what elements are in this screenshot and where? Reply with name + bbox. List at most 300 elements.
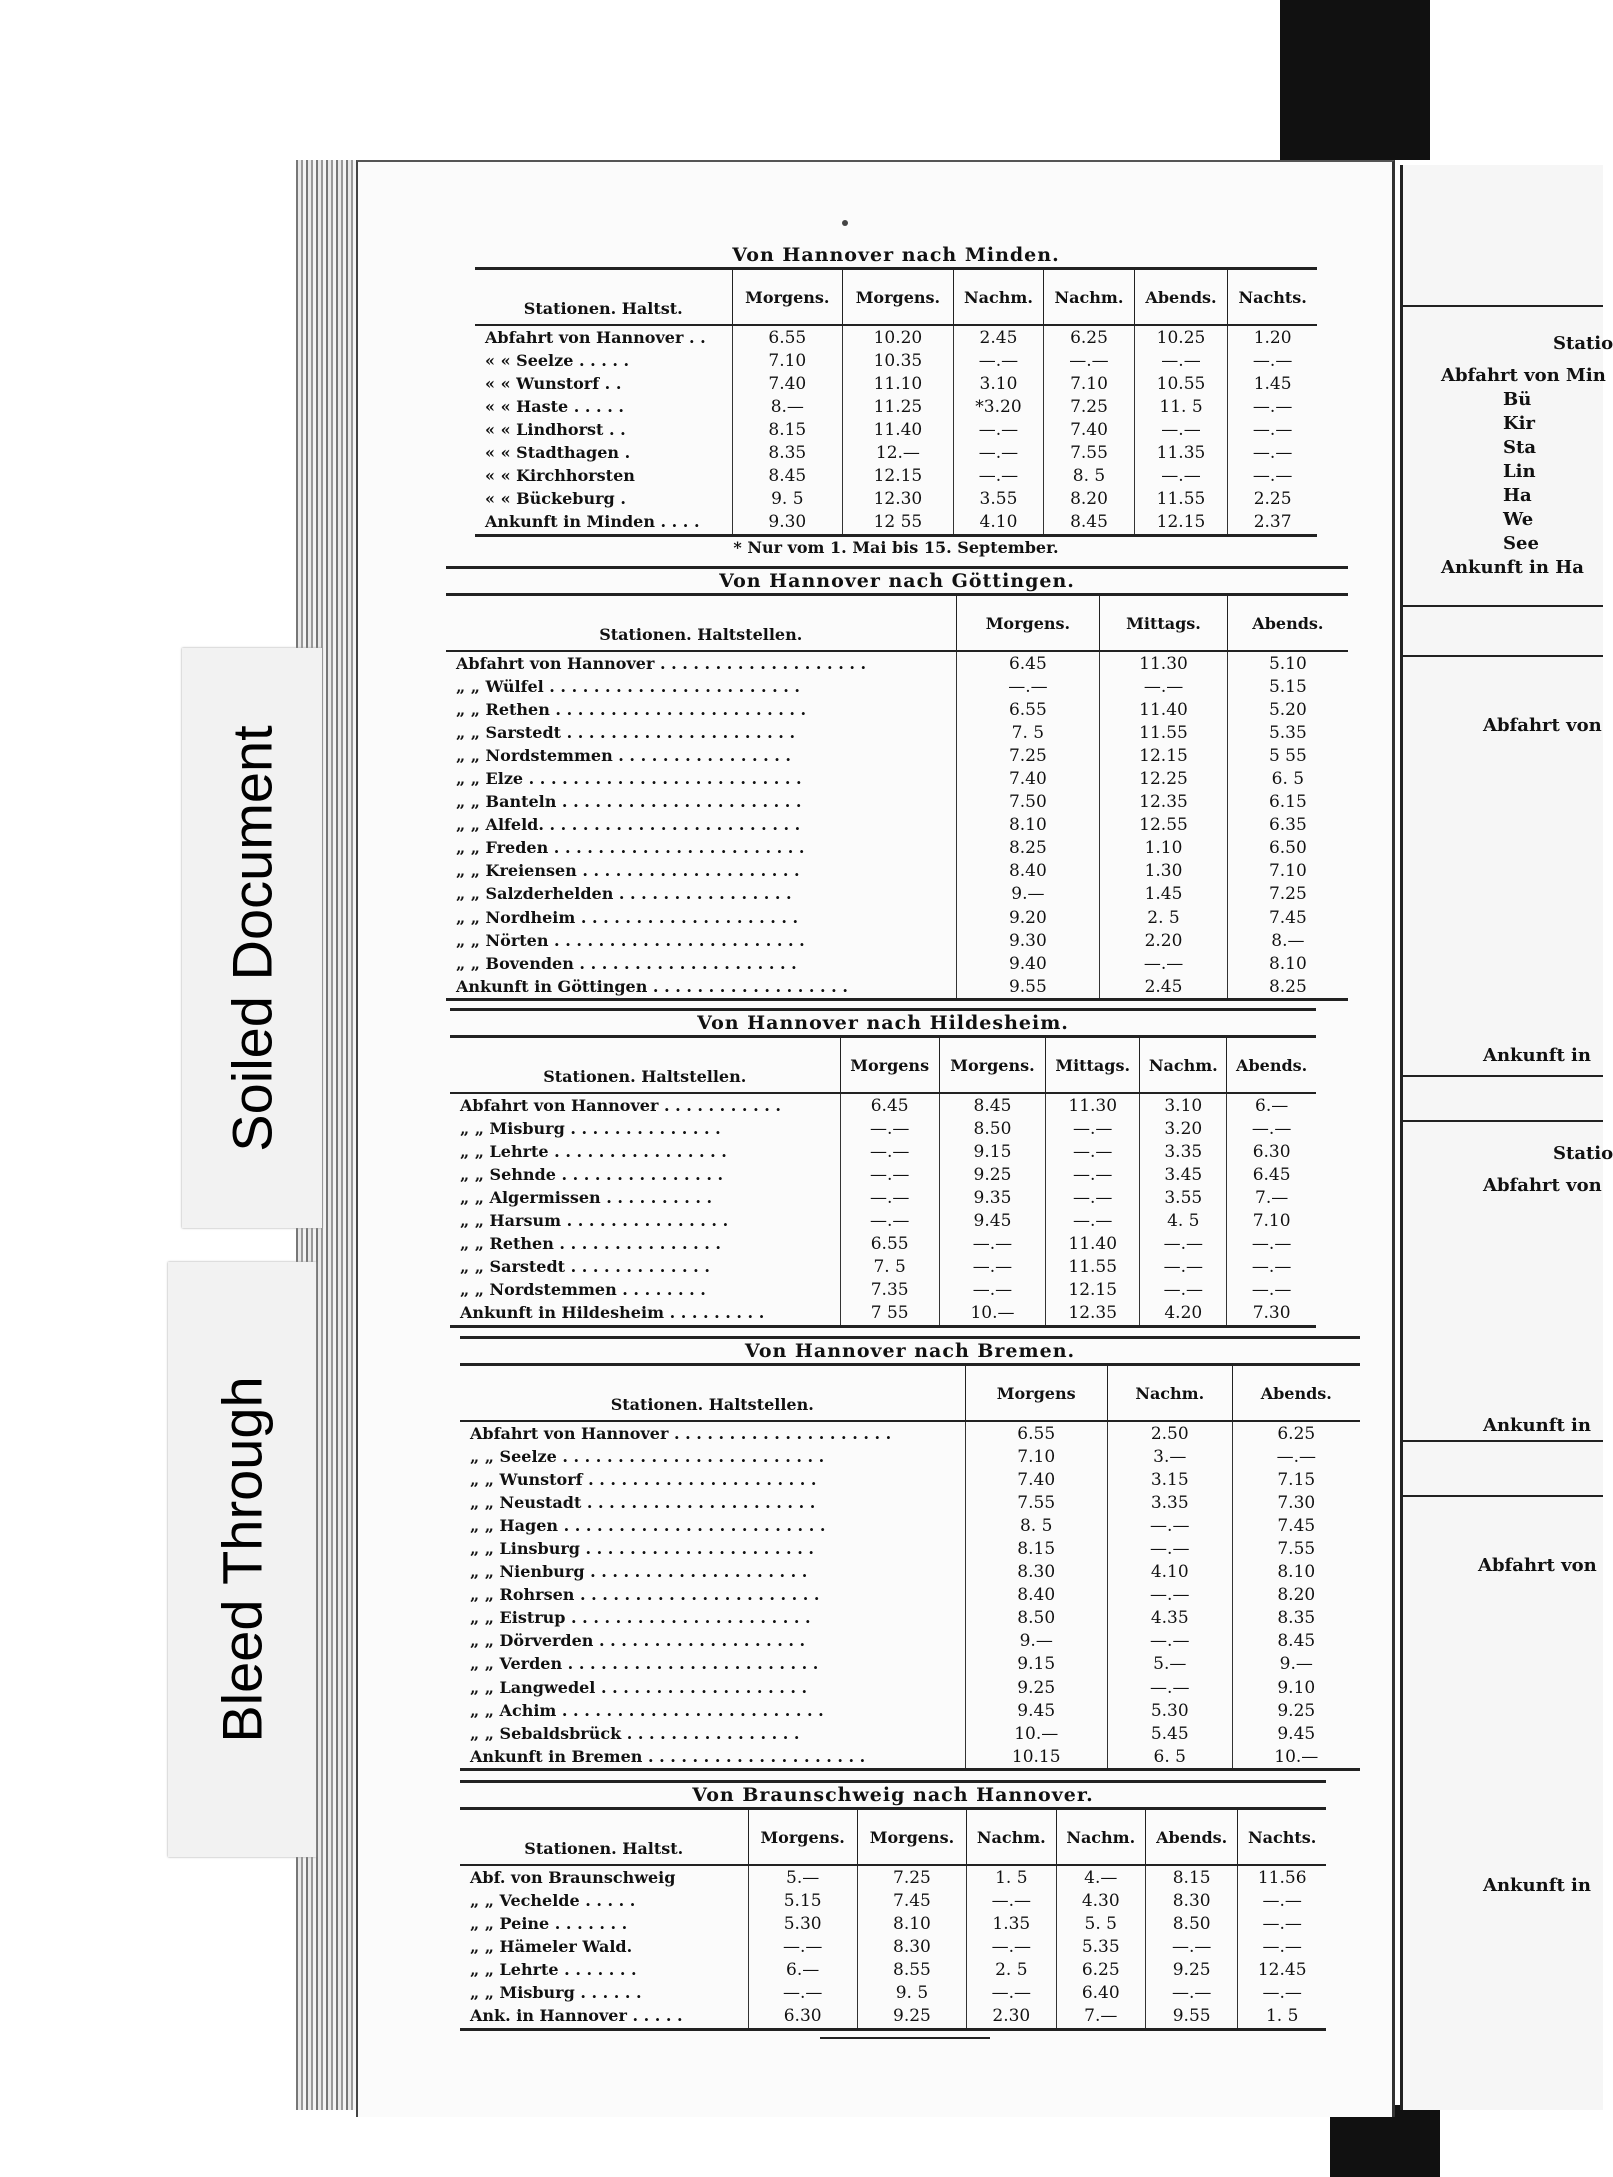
station-name: „ „ Dörverden . . . . . . . . . . . . . . . . . . . [470,1631,806,1651]
station-name: « « Haste . . . . . [485,396,624,416]
departure-time: 8.40 [965,1584,1107,1607]
departure-time: —.— [1107,1514,1232,1537]
departure-time: —.— [1107,1584,1232,1607]
station-name: „ „ Peine . . . . . . . [470,1913,628,1933]
departure-time: 7.— [1227,1186,1316,1209]
time-column-header: Morgens. [939,1037,1045,1094]
table-row [460,1491,1360,1514]
departure-time: 10.15 [965,1745,1107,1770]
departure-time: 6.45 [1227,1163,1316,1186]
departure-time: 8.15 [732,418,843,441]
right-snippet: Sta [1503,437,1536,458]
departure-time: —.— [1228,418,1317,441]
right-snippet: Kir [1503,413,1535,434]
goettingen-body [446,651,1348,1000]
departure-time: —.— [1046,1163,1140,1186]
departure-time: —.— [840,1186,939,1209]
braunschweig-timetable [460,1780,1326,2039]
departure-time: 9.45 [1232,1722,1360,1745]
goettingen-timetable [446,566,1348,1001]
departure-time: 9. 5 [857,1981,966,2004]
station-name: „ „ Rethen . . . . . . . . . . . . . . . [460,1234,721,1254]
table-row [475,488,1317,511]
time-column-header: Nachm. [953,269,1044,326]
time-column-header: Morgens. [956,595,1100,652]
station-name: „ „ Algermissen . . . . . . . . . . [460,1187,713,1207]
station-name: Ank. in Hannover . . . . . [470,2006,683,2026]
departure-time: —.— [939,1256,1045,1279]
departure-time: —.— [1145,1981,1237,2004]
bremen-header-row [460,1365,1360,1422]
station-name: „ „ Rethen . . . . . . . . . . . . . . . . . . . . . . . [456,699,807,719]
right-snippet: Lin [1503,461,1536,482]
station-name: „ „ Freden . . . . . . . . . . . . . . . . . . . . . . . [456,838,805,858]
time-column-header: Morgens [840,1037,939,1094]
departure-time: 8.40 [956,860,1100,883]
departure-time: 9.40 [956,952,1100,975]
braunschweig-title: Von Braunschweig nach Hannover. [460,1780,1326,1807]
departure-time: 5.30 [1107,1699,1232,1722]
table-row [460,1514,1360,1537]
table-row [450,1093,1316,1117]
time-column-header: Abends. [1227,1037,1316,1094]
station-name: „ „ Banteln . . . . . . . . . . . . . . . . . . . . . . [456,792,802,812]
table-row [460,1699,1360,1722]
departure-time: —.— [1044,349,1135,372]
departure-time: 3.35 [1140,1140,1227,1163]
departure-time: —.— [1100,675,1227,698]
departure-time: —.— [1107,1537,1232,1560]
table-row [460,1537,1360,1560]
departure-time: 4.20 [1140,1302,1227,1327]
table-row [460,1912,1326,1935]
departure-time: —.— [748,1935,857,1958]
table-row [460,1958,1326,1981]
right-snippet: Statio [1553,333,1613,354]
table-row [460,1607,1360,1630]
departure-time: 7.40 [732,372,843,395]
departure-time: 9.25 [939,1163,1045,1186]
time-column-header: Nachm. [1140,1037,1227,1094]
station-name: « « Stadthagen . [485,443,631,463]
station-name: „ „ Sebaldsbrück . . . . . . . . . . . . . . . . [470,1723,800,1743]
departure-time: 7.55 [1232,1537,1360,1560]
station-name: Abfahrt von Hannover . . . . . . . . . . . . . . . . . . . . [470,1423,892,1443]
right-snippet: Abfahrt von Min [1441,365,1606,386]
departure-time: 8.45 [1232,1630,1360,1653]
departure-time: 3.10 [1140,1093,1227,1117]
departure-time: 9.— [965,1630,1107,1653]
departure-time: 8.45 [939,1093,1045,1117]
departure-time: 4.— [1056,1865,1145,1889]
station-name: « « Lindhorst . . [485,419,626,439]
departure-time: 8.30 [965,1561,1107,1584]
end-rule [820,2037,990,2039]
hildesheim-title: Von Hannover nach Hildesheim. [450,1008,1316,1035]
departure-time: 8.30 [1145,1889,1237,1912]
departure-time: —.— [1238,1889,1326,1912]
departure-time: 7.10 [1044,372,1135,395]
departure-time: 8.25 [1227,975,1348,1000]
minden-title: Von Hannover nach Minden. [732,244,1060,266]
station-name: „ „ Nörten . . . . . . . . . . . . . . . . . . . . . . . [456,930,805,950]
station-name: Ankunft in Minden . . . . [485,512,700,532]
departure-time: 6.30 [1227,1140,1316,1163]
departure-time: 1.35 [967,1912,1056,1935]
departure-time: 5.— [1107,1653,1232,1676]
departure-time: 7.25 [1227,883,1348,906]
time-column-header: Morgens. [857,1809,966,1866]
departure-time: 1.45 [1100,883,1227,906]
departure-time: 10.25 [1134,325,1228,349]
departure-time: 5.15 [1227,675,1348,698]
table-row [460,1421,1360,1445]
departure-time: 3.10 [953,372,1044,395]
departure-time: 9.25 [965,1676,1107,1699]
departure-time: 10.20 [843,325,954,349]
departure-time: 12.35 [1046,1302,1140,1327]
departure-time: —.— [1228,395,1317,418]
departure-time: 11.55 [1046,1256,1140,1279]
minden-timetable [475,243,1317,559]
departure-time: 6.25 [1056,1958,1145,1981]
departure-time: —.— [748,1981,857,2004]
departure-time: 9.45 [939,1209,1045,1232]
departure-time: 7.55 [965,1491,1107,1514]
table-row [460,1584,1360,1607]
departure-time: 6.35 [1227,814,1348,837]
station-name: „ „ Wülfel . . . . . . . . . . . . . . . . . . . . . . . [456,676,800,696]
table-row [475,465,1317,488]
departure-time: —.— [953,465,1044,488]
departure-time: 11.10 [843,372,954,395]
departure-time: 1.30 [1100,860,1227,883]
station-column-header: Stationen. Haltst. [475,269,732,326]
departure-time: 12.15 [843,465,954,488]
departure-time: 5.15 [748,1889,857,1912]
table-row [460,1981,1326,2004]
table-row [450,1233,1316,1256]
time-column-header: Morgens [965,1365,1107,1422]
table-row [446,744,1348,767]
departure-time: 4. 5 [1140,1209,1227,1232]
time-column-header: Mittags. [1046,1037,1140,1094]
departure-time: 11.40 [1100,698,1227,721]
departure-time: 11.30 [1100,651,1227,675]
departure-time: 7.40 [956,767,1100,790]
right-snippet: Ankunft in [1483,1415,1591,1436]
table-row [446,651,1348,675]
station-name: « « Seelze . . . . . [485,350,630,370]
bremen-title: Von Hannover nach Bremen. [460,1336,1360,1363]
departure-time: 6. 5 [1227,767,1348,790]
departure-time: 3.— [1107,1445,1232,1468]
time-column-header: Mittags. [1100,595,1227,652]
time-column-header: Abends. [1227,595,1348,652]
departure-time: —.— [953,418,1044,441]
departure-time: 7. 5 [840,1256,939,1279]
time-column-header: Nachts. [1238,1809,1326,1866]
station-name: „ „ Hämeler Wald. [470,1936,633,1956]
minden-body [475,325,1317,535]
departure-time: 7.10 [1227,860,1348,883]
right-snippet: Ankunft in Ha [1441,557,1584,578]
departure-time: 8.20 [1232,1584,1360,1607]
departure-time: —.— [1140,1256,1227,1279]
departure-time: 11.35 [1134,441,1228,464]
station-name: Ankunft in Göttingen . . . . . . . . . . . . . . . . . . [456,976,848,996]
departure-time: 9.25 [1145,1958,1237,1981]
departure-time: 1.10 [1100,837,1227,860]
departure-time: —.— [1228,465,1317,488]
table-row [460,1653,1360,1676]
departure-time: 11.25 [843,395,954,418]
time-column-header: Abends. [1145,1809,1237,1866]
departure-time: 8.25 [956,837,1100,860]
departure-time: —.— [1227,1279,1316,1302]
departure-time: 8.50 [939,1117,1045,1140]
departure-time: 6.— [748,1958,857,1981]
departure-time: —.— [953,441,1044,464]
time-column-header: Abends. [1134,269,1228,326]
departure-time: —.— [939,1279,1045,1302]
departure-time: 5.35 [1227,721,1348,744]
departure-time: 7.10 [965,1445,1107,1468]
departure-time: 3.35 [1107,1491,1232,1514]
departure-time: 8.10 [1232,1561,1360,1584]
departure-time: 12.25 [1100,767,1227,790]
departure-time: —.— [1140,1233,1227,1256]
departure-time: 7.45 [1227,906,1348,929]
departure-time: 8.50 [965,1607,1107,1630]
right-rule [1403,1440,1603,1442]
table-row [450,1140,1316,1163]
departure-time: 12.15 [1100,744,1227,767]
table-row [446,675,1348,698]
departure-time: 8.15 [965,1537,1107,1560]
right-snippet: Bü [1503,389,1532,410]
departure-time: 8.10 [1227,952,1348,975]
table-row [446,952,1348,975]
departure-time: 7.40 [1044,418,1135,441]
departure-time: 6.45 [956,651,1100,675]
departure-time: 3.20 [1140,1117,1227,1140]
departure-time: 8.35 [1232,1607,1360,1630]
time-column-header: Morgens. [843,269,954,326]
departure-time: 2. 5 [1100,906,1227,929]
station-name: „ „ Sehnde . . . . . . . . . . . . . . . [460,1164,724,1184]
bleed-through-tag [168,1262,316,1857]
hildesheim-timetable [450,1008,1316,1328]
departure-time: 6.55 [965,1421,1107,1445]
station-name: Abf. von Braunschweig [470,1867,676,1887]
departure-time: 6.50 [1227,837,1348,860]
departure-time: 10.— [1232,1745,1360,1770]
station-name: Abfahrt von Hannover . . . . . . . . . . . [460,1095,781,1115]
right-snippet: Ankunft in [1483,1045,1591,1066]
departure-time: —.— [956,675,1100,698]
bremen-body [460,1421,1360,1770]
departure-time: 10.— [965,1722,1107,1745]
hildesheim-header-row [450,1037,1316,1094]
departure-time: —.— [840,1209,939,1232]
departure-time: —.— [1046,1117,1140,1140]
departure-time: —.— [1046,1186,1140,1209]
departure-time: 3.45 [1140,1163,1227,1186]
station-name: „ „ Seelze . . . . . . . . . . . . . . . . . . . . . . . . [470,1446,825,1466]
station-column-header: Stationen. Haltstellen. [450,1037,840,1094]
table-row [475,441,1317,464]
bremen-table [460,1363,1360,1771]
table-row [450,1163,1316,1186]
goettingen-table [446,593,1348,1001]
departure-time: 12.15 [1046,1279,1140,1302]
departure-time: 5.10 [1227,651,1348,675]
table-row [450,1117,1316,1140]
departure-time: 9.55 [956,975,1100,1000]
minden-header-row [475,269,1317,326]
time-column-header: Morgens. [732,269,843,326]
right-snippet: Ankunft in [1483,1875,1591,1896]
bremen-timetable [460,1336,1360,1771]
departure-time: 2.45 [1100,975,1227,1000]
departure-time: —.— [840,1117,939,1140]
departure-time: —.— [1134,349,1228,372]
departure-time: 6.15 [1227,791,1348,814]
departure-time: 7.40 [965,1468,1107,1491]
time-column-header: Nachm. [1056,1809,1145,1866]
station-name: „ „ Nienburg . . . . . . . . . . . . . . . . . . . . [470,1562,808,1582]
departure-time: 9.25 [857,2005,966,2030]
departure-time: 2.50 [1107,1421,1232,1445]
departure-time: —.— [1140,1279,1227,1302]
time-column-header: Nachm. [1044,269,1135,326]
right-snippet: Abfahrt von [1483,715,1602,736]
table-row [446,814,1348,837]
departure-time: 8. 5 [1044,465,1135,488]
departure-time: —.— [1046,1209,1140,1232]
departure-time: —.— [1238,1935,1326,1958]
station-name: „ „ Achim . . . . . . . . . . . . . . . . . . . . . . . . [470,1700,824,1720]
departure-time: 8.45 [732,465,843,488]
departure-time: 5.45 [1107,1722,1232,1745]
table-row [446,860,1348,883]
departure-time: 8.15 [1145,1865,1237,1889]
station-name: „ „ Rohrsen . . . . . . . . . . . . . . . . . . . . . . [470,1585,820,1605]
departure-time: 7.10 [732,349,843,372]
braunschweig-table [460,1807,1326,2031]
departure-time: 2. 5 [967,1958,1056,1981]
departure-time: 7. 5 [956,721,1100,744]
table-row [460,1468,1360,1491]
station-name: „ „ Sarstedt . . . . . . . . . . . . . . . . . . . . . [456,722,796,742]
departure-time: 5.— [748,1865,857,1889]
departure-time: 11.30 [1046,1093,1140,1117]
station-name: « « Wunstorf . . [485,373,622,393]
departure-time: 12 55 [843,511,954,536]
departure-time: 11.40 [1046,1233,1140,1256]
departure-time: 5. 5 [1056,1912,1145,1935]
departure-time: 8.20 [1044,488,1135,511]
right-rule [1403,1495,1603,1497]
braunschweig-body [460,1865,1326,2029]
departure-time: 11. 5 [1134,395,1228,418]
departure-time: —.— [939,1233,1045,1256]
departure-time: 12.45 [1238,1958,1326,1981]
hildesheim-body [450,1093,1316,1326]
departure-time: 12.35 [1100,791,1227,814]
departure-time: 12.15 [1134,511,1228,536]
departure-time: 6.40 [1056,1981,1145,2004]
departure-time: 8.50 [1145,1912,1237,1935]
station-name: „ „ Misburg . . . . . . [470,1983,642,2003]
departure-time: —.— [1227,1117,1316,1140]
time-column-header: Nachts. [1228,269,1317,326]
time-column-header: Nachm. [967,1809,1056,1866]
station-name: „ „ Salzderhelden . . . . . . . . . . . . . . . . [456,884,792,904]
departure-time: —.— [953,349,1044,372]
table-row [460,1745,1360,1770]
station-name: « « Bückeburg . [485,489,626,509]
station-name: „ „ Sarstedt . . . . . . . . . . . . . [460,1257,710,1277]
departure-time: 6. 5 [1107,1745,1232,1770]
station-name: „ „ Harsum . . . . . . . . . . . . . . . [460,1211,729,1231]
table-row [460,1935,1326,1958]
departure-time: 7.45 [1232,1514,1360,1537]
departure-time: 9.35 [939,1186,1045,1209]
departure-time: 8.45 [1044,511,1135,536]
departure-time: 7.25 [1044,395,1135,418]
right-snippet: Ha [1503,485,1532,506]
departure-time: —.— [1228,349,1317,372]
departure-time: 11.56 [1238,1865,1326,1889]
table-row [475,511,1317,536]
minden-table [475,267,1317,537]
table-row [475,349,1317,372]
right-snippet: Abfahrt von [1478,1555,1597,1576]
departure-time: 6.25 [1232,1421,1360,1445]
station-name: Abfahrt von Hannover . . [485,327,706,347]
right-rule [1403,305,1603,307]
departure-time: —.— [967,1981,1056,2004]
departure-time: 3.55 [953,488,1044,511]
departure-time: 7.35 [840,1279,939,1302]
station-name: Ankunft in Bremen . . . . . . . . . . . . . . . . . . . . [470,1746,866,1766]
station-name: „ „ Bovenden . . . . . . . . . . . . . . . . . . . . [456,953,797,973]
table-row [446,698,1348,721]
departure-time: 4.35 [1107,1607,1232,1630]
right-snippet: Abfahrt von [1483,1175,1602,1196]
departure-time: 9.10 [1232,1676,1360,1699]
station-name: „ „ Nordstemmen . . . . . . . . [460,1280,706,1300]
departure-time: 9.— [956,883,1100,906]
table-row [450,1209,1316,1232]
table-row [475,418,1317,441]
departure-time: 9.25 [1232,1699,1360,1722]
right-rule [1403,1120,1603,1122]
bleed-through-label: Bleed Through [210,1376,274,1743]
table-row [460,1561,1360,1584]
station-column-header: Stationen. Haltst. [460,1809,748,1866]
station-name: „ „ Verden . . . . . . . . . . . . . . . . . . . . . . . [470,1654,819,1674]
table-row [446,837,1348,860]
departure-time: 10.35 [843,349,954,372]
departure-time: 12.— [843,441,954,464]
table-row [475,325,1317,349]
departure-time: 8.— [1227,929,1348,952]
station-name: Ankunft in Hildesheim . . . . . . . . . [460,1303,765,1323]
departure-time: 4.10 [1107,1561,1232,1584]
